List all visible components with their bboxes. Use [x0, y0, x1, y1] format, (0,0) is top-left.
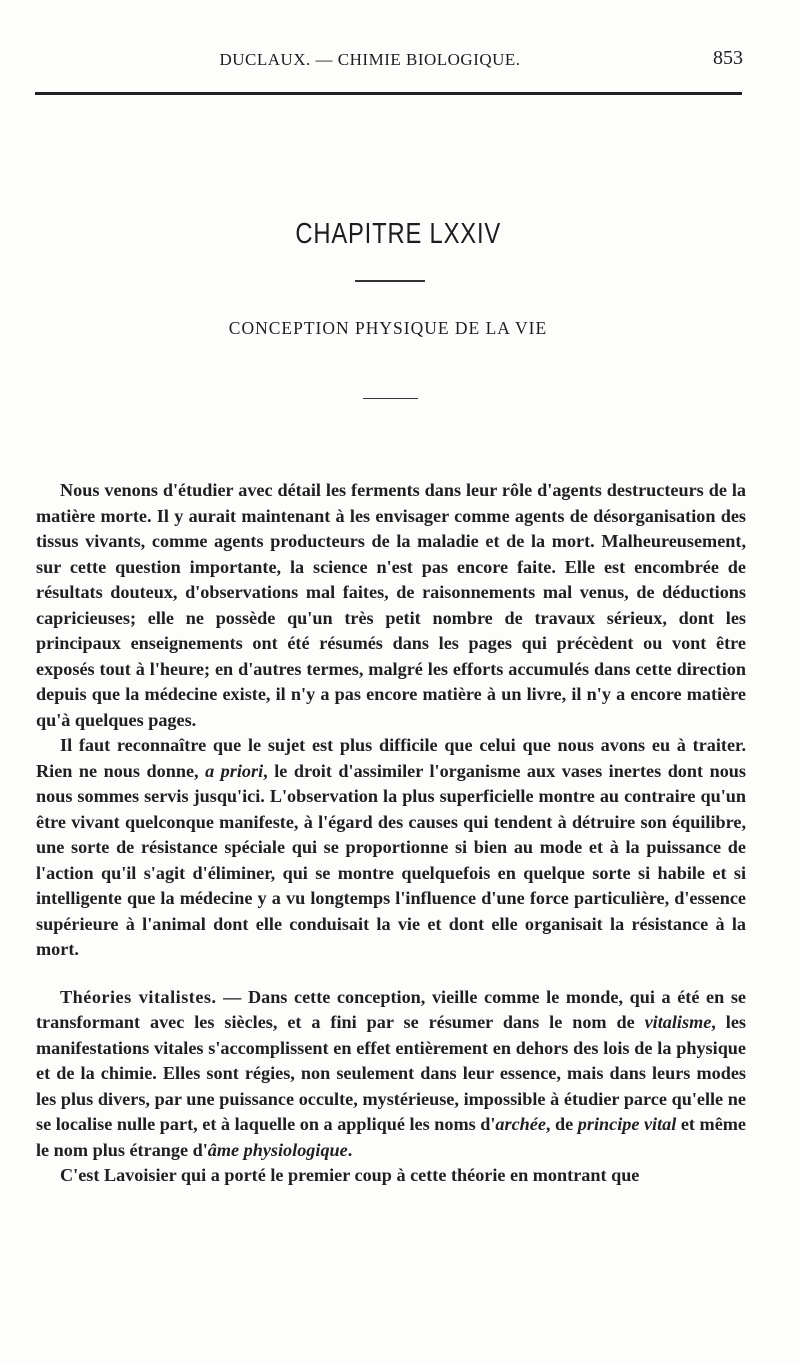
chapter-title: CHAPITRE LXXIV	[295, 218, 502, 250]
paragraph-1: Nous venons d'étudier avec détail les ferments dans leur rôle d'agents destructeurs de la matière morte. Il y aurait maintenant à les envisager comme agents de désorganisation des tissus vivants, comme agents producteurs de la maladie et de la mort. Malheureusement, sur cette question importante, la science n'est pas encore faite. Elle est encombrée de résultats douteux, d'observations mal faites, de raisonnements mal venus, de déductions capricieuses; elle ne possède qu'un très petit nombre de travaux sérieux, dont les principaux enseignements ont été résumés dans les pages qui précèdent ou vont être exposés tout à l'heure; en d'autres termes, malgré les efforts accumulés dans cette direction depuis que la médecine existe, il n'y a pas encore matière à un livre, il n'y a encore matière qu'à quelques pages.	[36, 480, 746, 730]
paragraph-2	[36, 733, 746, 963]
paragraph-2-text-b: , le droit d'assimiler l'organisme aux vases inertes dont nous nous sommes servis jusqu'ici. L'observation la plus superficielle montre au contraire qu'un être vivant quelconque manifeste, à l'égard des causes qui tendent à détruire son équilibre, une sorte de résistance spéciale qui se proportionne si bien au mode et à la puissance de l'action qu'il s'agit d'éliminer, qui se montre quelquefois en quelque sorte si habile et si intelligente que la médecine y a vu longtemps l'influence d'une force particulière, d'essence supérieure à l'animal dont elle conduisait la vie et dont elle organisait la résistance à la mort.	[36, 760, 746, 959]
paragraph-3-text-e: .	[347, 1139, 353, 1160]
running-head	[35, 47, 745, 78]
header-rule	[35, 92, 742, 95]
paragraph-3-italic-2: archée	[495, 1114, 546, 1134]
paragraph-3-italic-1: vitalisme	[644, 1012, 712, 1032]
chapter-rule	[355, 280, 425, 282]
paragraph-3-italic-4: âme physiologique	[207, 1139, 348, 1160]
section-title: CONCEPTION PHYSIQUE DE LA VIE	[228, 318, 548, 338]
paragraph-3-text-a: — Dans cette conception, vieille comme le monde, qui a été en se transformant avec les siècles, et a fini par se résumer dans le nom de	[36, 986, 746, 1032]
paragraph-3	[36, 985, 746, 1164]
paragraph-2-italic: a priori	[205, 760, 264, 781]
body-text	[36, 478, 746, 1189]
section-rule	[363, 398, 418, 399]
running-head-title: DUCLAUX. — CHIMIE BIOLOGIQUE.	[219, 50, 521, 69]
run-in-heading: Théories vitalistes.	[60, 986, 217, 1007]
paragraph-4: C'est Lavoisier qui a porté le premier coup à cette théorie en montrant que	[60, 1165, 640, 1185]
page-number: 853	[713, 47, 743, 69]
paragraph-3-text-b: , les manifestations vitales s'accomplissent en effet entièrement en dehors des lois de la physique et de la chimie. Elles sont régies, non seulement dans leur essence, mais dans leurs modes les plus divers, par une puissance occulte, mystérieuse, impossible à étudier parce qu'elle ne se localise nulle part, et à laquelle on a appliqué les noms d'	[36, 1012, 746, 1134]
paragraph-3-text-d: et même le nom plus étrange d'	[36, 1114, 746, 1160]
paragraph-3-text-c: , de	[545, 1114, 578, 1134]
paragraph-2-text-a: Il faut reconnaître que le sujet est plus difficile que celui que nous avons eu à traiter. Rien ne nous donne,	[36, 735, 746, 781]
paragraph-3-italic-3: principe vital	[577, 1114, 677, 1134]
